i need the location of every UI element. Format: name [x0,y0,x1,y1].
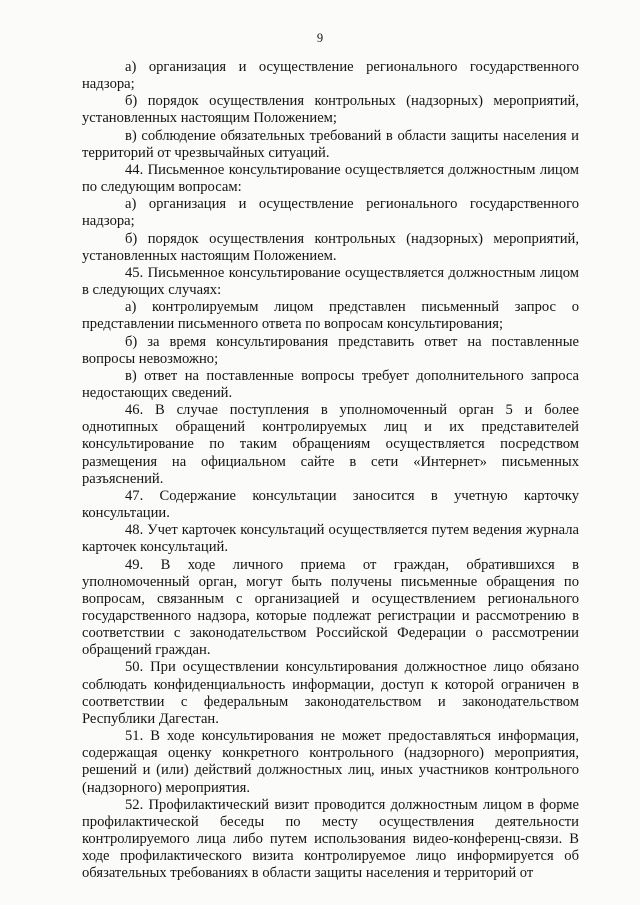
paragraph-45: 45. Письменное консультирование осуществляется должностным лицом в следующих случаях: [82,264,579,299]
page-number: 9 [316,31,324,45]
paragraph-43a: а) организация и осуществление регионального государственного надзора; [82,59,579,93]
paragraph-45b: б) за время консультирования представить ответ на поставленные вопросы невозможно; [82,333,579,367]
paragraph-44: 44. Письменное консультирование осуществляется должностным лицом по следующим вопросам: [82,161,579,196]
paragraph-45a: а) контролируемым лицом представлен письменный запрос о представлении письменного ответа по вопросам консультирования; [82,299,579,333]
paragraph-44b: б) порядок осуществления контрольных (надзорных) мероприятий, установленных настоящим Положением. [82,230,579,264]
paragraph-45c: в) ответ на поставленные вопросы требует дополнительного запроса недостающих сведений. [82,367,579,401]
paragraph-48: 48. Учет карточек консультаций осуществляется путем ведения журнала карточек консультаций. [82,522,579,556]
paragraph-43b: б) порядок осуществления контрольных (надзорных) мероприятий, установленных настоящим Положением; [82,93,579,127]
paragraph-44a: а) организация и осуществление регионального государственного надзора; [82,196,579,230]
paragraph-43c: в) соблюдение обязательных требований в области защиты населения и территорий от чрезвычайных ситуаций. [82,127,579,161]
paragraph-50: 50. При осуществлении консультирования должностное лицо обязано соблюдать конфиденциальность информации, доступ к которой ограничен в соответствии с федеральным законодательством и законодательством Республики Дагестан. [82,659,579,727]
paragraph-51: 51. В ходе консультирования не может предоставляться информация, содержащая оценку конкретного контрольного (надзорного) мероприятия, решений и (или) действий должностных лиц, иных участников контрольного (надзорного) мероприятия. [82,728,579,796]
paragraph-49: 49. В ходе личного приема от граждан, обратившихся в уполномоченный орган, могут быть получены письменные обращения по вопросам, связанным с организацией и осуществлением регионального государственного надзора, которые подлежат регистрации и рассмотрению в соответствии с законодательством Российской Федерации о рассмотрении обращений граждан. [82,556,579,659]
paragraph-47: 47. Содержание консультации заносится в учетную карточку консультации. [82,487,579,522]
document-body [82,59,579,883]
paragraph-52: 52. Профилактический визит проводится должностным лицом в форме профилактической беседы по месту осуществления деятельности контролируемого лица либо путем использования видео-конференц-связи. В ходе профилактического визита контролируемое лицо информируется об обязательных требованиях в области защиты населения и территорий от [82,796,579,882]
paragraph-46: 46. В случае поступления в уполномоченный орган 5 и более однотипных обращений контролируемых лиц и их представителей консультирование по таким обращениям осуществляется посредством размещения на официальном сайте в сети «Интернет» письменных разъяснений. [82,402,579,487]
